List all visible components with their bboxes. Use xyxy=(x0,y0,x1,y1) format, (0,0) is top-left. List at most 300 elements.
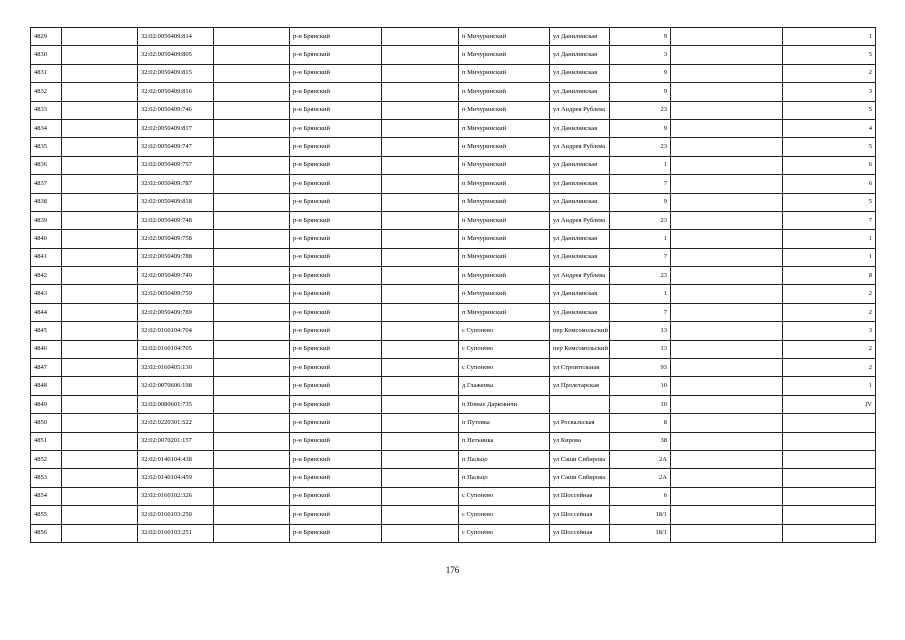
cell-district: р-н Брянский xyxy=(290,469,382,487)
cell-house: 9 xyxy=(610,119,671,137)
cell-number: 4842 xyxy=(31,267,62,285)
cell-flat: 2 xyxy=(783,359,876,377)
page-number: 176 xyxy=(445,565,460,575)
cell-empty xyxy=(214,101,290,119)
cell-flat: 5 xyxy=(783,101,876,119)
cell-empty xyxy=(62,64,138,82)
cell-cadastral-number: 32:02:0050409:817 xyxy=(138,119,214,137)
cell-locality: с Супонево xyxy=(459,506,550,524)
table-row xyxy=(31,432,876,450)
cell-empty xyxy=(62,285,138,303)
cell-empty xyxy=(214,64,290,82)
cell-empty xyxy=(382,83,459,101)
cell-locality: п Мичуринский xyxy=(459,138,550,156)
cell-empty xyxy=(382,138,459,156)
cell-locality: п Мичуринский xyxy=(459,156,550,174)
cell-empty xyxy=(62,28,138,46)
cell-street: ул Данилинская xyxy=(550,156,610,174)
cell-cadastral-number: 32:02:0050409:788 xyxy=(138,248,214,266)
cell-empty xyxy=(382,193,459,211)
cell-empty xyxy=(382,46,459,64)
cell-empty xyxy=(62,340,138,358)
cell-flat: 5 xyxy=(783,46,876,64)
cell-empty xyxy=(382,395,459,413)
cell-locality: п Пальцо xyxy=(459,469,550,487)
cell-empty xyxy=(382,469,459,487)
cell-flat xyxy=(783,469,876,487)
cell-empty xyxy=(214,432,290,450)
cell-house: 1 xyxy=(610,230,671,248)
cell-number: 4841 xyxy=(31,248,62,266)
cell-district: р-н Брянский xyxy=(290,377,382,395)
cell-number: 4840 xyxy=(31,230,62,248)
cell-empty xyxy=(671,340,783,358)
cell-empty xyxy=(382,303,459,321)
cell-empty xyxy=(671,450,783,468)
cell-street: ул Данилинская xyxy=(550,46,610,64)
cell-number: 4845 xyxy=(31,322,62,340)
cell-empty xyxy=(382,248,459,266)
cell-street: ул Данилинская xyxy=(550,28,610,46)
cell-cadastral-number: 32:02:0050409:749 xyxy=(138,267,214,285)
table-row xyxy=(31,175,876,193)
cell-empty xyxy=(214,138,290,156)
cell-cadastral-number: 32:02:0160102:326 xyxy=(138,487,214,505)
cell-number: 4848 xyxy=(31,377,62,395)
table-row xyxy=(31,211,876,229)
cell-empty xyxy=(62,83,138,101)
cell-empty xyxy=(671,101,783,119)
cell-cadastral-number: 32:02:0160104:705 xyxy=(138,340,214,358)
cell-locality: п Мичуринский xyxy=(459,285,550,303)
table-row xyxy=(31,138,876,156)
cell-house: 9 xyxy=(610,64,671,82)
cell-locality: п Путевка xyxy=(459,414,550,432)
cell-cadastral-number: 32:02:0050409:746 xyxy=(138,101,214,119)
cell-empty xyxy=(382,487,459,505)
cell-empty xyxy=(382,414,459,432)
cell-cadastral-number: 32:02:0050409:757 xyxy=(138,156,214,174)
cell-empty xyxy=(62,230,138,248)
cell-street: ул Строительная xyxy=(550,359,610,377)
cell-flat: 2 xyxy=(783,303,876,321)
cell-locality: с Супонево xyxy=(459,340,550,358)
cell-locality: п Мичуринский xyxy=(459,64,550,82)
table-row xyxy=(31,119,876,137)
table-row xyxy=(31,101,876,119)
cell-cadastral-number: 32:02:0050409:816 xyxy=(138,83,214,101)
cell-empty xyxy=(214,487,290,505)
cell-number: 4843 xyxy=(31,285,62,303)
cell-street: ул Данилинская xyxy=(550,303,610,321)
cell-empty xyxy=(382,156,459,174)
cell-street: ул Данилинская xyxy=(550,193,610,211)
cell-empty xyxy=(62,46,138,64)
cell-empty xyxy=(214,119,290,137)
cell-number: 4830 xyxy=(31,46,62,64)
cell-house: 2А xyxy=(610,450,671,468)
cell-flat: 8 xyxy=(783,267,876,285)
cell-district: р-н Брянский xyxy=(290,46,382,64)
table-row xyxy=(31,414,876,432)
cell-empty xyxy=(62,450,138,468)
cell-district: р-н Брянский xyxy=(290,487,382,505)
cell-empty xyxy=(214,230,290,248)
cell-cadastral-number: 32:02:0160104:704 xyxy=(138,322,214,340)
cell-house: 23 xyxy=(610,267,671,285)
cell-locality: п Мичуринский xyxy=(459,193,550,211)
cell-empty xyxy=(62,524,138,542)
cell-district: р-н Брянский xyxy=(290,193,382,211)
cell-empty xyxy=(671,138,783,156)
cell-number: 4851 xyxy=(31,432,62,450)
cell-house: 18/1 xyxy=(610,524,671,542)
cell-locality: п Мичуринский xyxy=(459,175,550,193)
cell-district: р-н Брянский xyxy=(290,450,382,468)
cell-empty xyxy=(671,395,783,413)
cell-flat: 1 xyxy=(783,230,876,248)
table-row xyxy=(31,469,876,487)
cell-locality: п Мичуринский xyxy=(459,267,550,285)
cell-cadastral-number: 32:02:0160103:250 xyxy=(138,506,214,524)
cell-empty xyxy=(671,119,783,137)
cell-flat xyxy=(783,524,876,542)
cell-flat: 7 xyxy=(783,211,876,229)
cell-street: ул Данилинская xyxy=(550,119,610,137)
cell-street: ул Шоссейная xyxy=(550,487,610,505)
table-row xyxy=(31,322,876,340)
cell-district: р-н Брянский xyxy=(290,138,382,156)
cell-locality: п Мичуринский xyxy=(459,101,550,119)
cell-empty xyxy=(671,230,783,248)
cell-empty xyxy=(214,156,290,174)
cell-empty xyxy=(671,524,783,542)
cell-empty xyxy=(382,359,459,377)
cell-cadastral-number: 32:02:0050409:787 xyxy=(138,175,214,193)
cell-empty xyxy=(62,303,138,321)
cell-street: ул Данилинская xyxy=(550,230,610,248)
cell-empty xyxy=(62,101,138,119)
cell-empty xyxy=(62,248,138,266)
cell-empty xyxy=(382,432,459,450)
cell-cadastral-number: 32:02:0050409:748 xyxy=(138,211,214,229)
cell-number: 4829 xyxy=(31,28,62,46)
table-row xyxy=(31,506,876,524)
cell-street xyxy=(550,395,610,413)
cell-empty xyxy=(214,450,290,468)
cell-house: 9 xyxy=(610,28,671,46)
table-body xyxy=(31,28,876,543)
cell-empty xyxy=(382,230,459,248)
cell-house: 13 xyxy=(610,340,671,358)
cell-number: 4852 xyxy=(31,450,62,468)
cell-house: 9 xyxy=(610,193,671,211)
table-row xyxy=(31,267,876,285)
cell-empty xyxy=(382,28,459,46)
cell-empty xyxy=(62,377,138,395)
cell-locality: д Глаженка xyxy=(459,377,550,395)
cell-number: 4835 xyxy=(31,138,62,156)
table-row xyxy=(31,156,876,174)
cell-locality: п Мичуринский xyxy=(459,211,550,229)
cell-street: ул Андрея Рублева xyxy=(550,267,610,285)
cell-empty xyxy=(214,377,290,395)
table-row xyxy=(31,377,876,395)
cell-empty xyxy=(671,322,783,340)
cell-flat xyxy=(783,487,876,505)
cell-cadastral-number: 32:02:0220301:522 xyxy=(138,414,214,432)
cell-house: 10 xyxy=(610,377,671,395)
cell-empty xyxy=(214,469,290,487)
cell-flat: 2 xyxy=(783,64,876,82)
cell-empty xyxy=(214,193,290,211)
cell-house: 38 xyxy=(610,432,671,450)
cell-locality: п Мичуринский xyxy=(459,46,550,64)
cell-empty xyxy=(62,469,138,487)
cell-district: р-н Брянский xyxy=(290,119,382,137)
cell-street: ул Андрея Рублева xyxy=(550,211,610,229)
cell-number: 4834 xyxy=(31,119,62,137)
cell-cadastral-number: 32:02:0070606:198 xyxy=(138,377,214,395)
cell-number: 4832 xyxy=(31,83,62,101)
cell-district: р-н Брянский xyxy=(290,340,382,358)
cell-locality: п Мичуринский xyxy=(459,28,550,46)
cell-house: 1 xyxy=(610,285,671,303)
cell-empty xyxy=(62,506,138,524)
cell-empty xyxy=(62,414,138,432)
cell-street: ул Андрея Рублева xyxy=(550,101,610,119)
cell-empty xyxy=(382,211,459,229)
table-row xyxy=(31,46,876,64)
cell-number: 4853 xyxy=(31,469,62,487)
cell-empty xyxy=(382,175,459,193)
table-row xyxy=(31,359,876,377)
cell-district: р-н Брянский xyxy=(290,414,382,432)
table-row xyxy=(31,193,876,211)
table-row xyxy=(31,230,876,248)
cell-cadastral-number: 32:02:0050409:759 xyxy=(138,285,214,303)
cell-number: 4846 xyxy=(31,340,62,358)
cell-street: ул Данилинская xyxy=(550,83,610,101)
cell-district: р-н Брянский xyxy=(290,230,382,248)
cell-district: р-н Брянский xyxy=(290,101,382,119)
cell-empty xyxy=(62,156,138,174)
cell-locality: п Нетьинка xyxy=(459,432,550,450)
cell-house: 1 xyxy=(610,156,671,174)
cell-house: 18/1 xyxy=(610,506,671,524)
cell-number: 4855 xyxy=(31,506,62,524)
table-row xyxy=(31,303,876,321)
cell-empty xyxy=(214,303,290,321)
cell-flat: 5 xyxy=(783,138,876,156)
cell-flat: 3 xyxy=(783,322,876,340)
cell-empty xyxy=(382,64,459,82)
cell-flat: IV xyxy=(783,395,876,413)
cell-street: ул Данилинская xyxy=(550,248,610,266)
cell-district: р-н Брянский xyxy=(290,64,382,82)
cell-empty xyxy=(214,340,290,358)
cell-district: р-н Брянский xyxy=(290,267,382,285)
cell-house: 7 xyxy=(610,248,671,266)
cell-empty xyxy=(214,395,290,413)
cell-empty xyxy=(671,487,783,505)
cell-house: 93 xyxy=(610,359,671,377)
cell-cadastral-number: 32:02:0140104:438 xyxy=(138,450,214,468)
cell-empty xyxy=(214,322,290,340)
cell-empty xyxy=(382,101,459,119)
cell-empty xyxy=(214,248,290,266)
cell-empty xyxy=(382,285,459,303)
cell-district: р-н Брянский xyxy=(290,28,382,46)
cell-number: 4844 xyxy=(31,303,62,321)
cell-house: 3 xyxy=(610,46,671,64)
cell-district: р-н Брянский xyxy=(290,524,382,542)
cell-number: 4837 xyxy=(31,175,62,193)
cell-flat xyxy=(783,414,876,432)
cell-empty xyxy=(214,83,290,101)
cell-house: 2А xyxy=(610,469,671,487)
cell-locality: п Пальцо xyxy=(459,450,550,468)
cell-locality: п Мичуринский xyxy=(459,83,550,101)
cell-empty xyxy=(382,524,459,542)
cell-empty xyxy=(671,506,783,524)
table-row xyxy=(31,83,876,101)
cell-district: р-н Брянский xyxy=(290,156,382,174)
cell-empty xyxy=(382,506,459,524)
table-row xyxy=(31,450,876,468)
cell-district: р-н Брянский xyxy=(290,395,382,413)
cell-locality: п Новые Дарковичи xyxy=(459,395,550,413)
cell-street: пер Комсомольский xyxy=(550,322,610,340)
cell-empty xyxy=(62,211,138,229)
cell-flat xyxy=(783,450,876,468)
cell-district: р-н Брянский xyxy=(290,285,382,303)
cell-empty xyxy=(671,28,783,46)
cell-empty xyxy=(214,524,290,542)
cell-empty xyxy=(671,211,783,229)
cell-locality: п Мичуринский xyxy=(459,248,550,266)
cell-empty xyxy=(62,138,138,156)
cell-cadastral-number: 32:02:0050409:815 xyxy=(138,64,214,82)
cell-number: 4850 xyxy=(31,414,62,432)
cell-house: 10 xyxy=(610,395,671,413)
cell-cadastral-number: 32:02:0160103:251 xyxy=(138,524,214,542)
cell-empty xyxy=(671,432,783,450)
cell-flat: 2 xyxy=(783,285,876,303)
table-row xyxy=(31,395,876,413)
cell-number: 4856 xyxy=(31,524,62,542)
cell-street: ул Шоссейная xyxy=(550,506,610,524)
cell-house: 6 xyxy=(610,487,671,505)
cell-number: 4854 xyxy=(31,487,62,505)
cell-empty xyxy=(382,340,459,358)
cell-empty xyxy=(382,119,459,137)
cell-empty xyxy=(62,487,138,505)
cell-house: 23 xyxy=(610,211,671,229)
registry-table xyxy=(30,27,876,543)
cell-number: 4839 xyxy=(31,211,62,229)
cell-flat: 6 xyxy=(783,175,876,193)
cell-empty xyxy=(671,359,783,377)
cell-number: 4838 xyxy=(31,193,62,211)
cell-locality: с Супонево xyxy=(459,524,550,542)
cell-district: р-н Брянский xyxy=(290,359,382,377)
cell-flat: 1 xyxy=(783,248,876,266)
cell-street: ул Шоссейная xyxy=(550,524,610,542)
cell-empty xyxy=(214,267,290,285)
cell-empty xyxy=(382,377,459,395)
cell-street: ул Росвальская xyxy=(550,414,610,432)
cell-flat xyxy=(783,432,876,450)
cell-flat: 3 xyxy=(783,83,876,101)
cell-street: ул Саши Сибирова xyxy=(550,450,610,468)
cell-cadastral-number: 32:02:0160405:130 xyxy=(138,359,214,377)
cell-empty xyxy=(62,267,138,285)
cell-number: 4831 xyxy=(31,64,62,82)
cell-empty xyxy=(671,64,783,82)
cell-cadastral-number: 32:02:0050409:814 xyxy=(138,28,214,46)
cell-empty xyxy=(214,175,290,193)
table-row xyxy=(31,64,876,82)
cell-house: 23 xyxy=(610,138,671,156)
cell-empty xyxy=(671,193,783,211)
cell-locality: п Мичуринский xyxy=(459,303,550,321)
cell-number: 4836 xyxy=(31,156,62,174)
cell-empty xyxy=(671,267,783,285)
cell-empty xyxy=(214,211,290,229)
cell-empty xyxy=(671,414,783,432)
cell-empty xyxy=(214,28,290,46)
cell-empty xyxy=(382,450,459,468)
cell-locality: п Мичуринский xyxy=(459,119,550,137)
cell-cadastral-number: 32:02:0050409:818 xyxy=(138,193,214,211)
cell-empty xyxy=(382,267,459,285)
cell-house: 7 xyxy=(610,303,671,321)
cell-cadastral-number: 32:02:0140104:459 xyxy=(138,469,214,487)
cell-empty xyxy=(62,432,138,450)
table-row xyxy=(31,340,876,358)
cell-empty xyxy=(214,285,290,303)
cell-empty xyxy=(214,414,290,432)
cell-empty xyxy=(62,119,138,137)
cell-street: ул Данилинская xyxy=(550,285,610,303)
cell-empty xyxy=(671,285,783,303)
cell-street: ул Саши Сибирова xyxy=(550,469,610,487)
cell-empty xyxy=(382,322,459,340)
cell-flat xyxy=(783,506,876,524)
cell-cadastral-number: 32:02:0080601:735 xyxy=(138,395,214,413)
cell-flat: 1 xyxy=(783,28,876,46)
cell-flat: 6 xyxy=(783,156,876,174)
cell-empty xyxy=(214,506,290,524)
cell-house: 9 xyxy=(610,83,671,101)
cell-flat: 1 xyxy=(783,377,876,395)
cell-locality: п Мичуринский xyxy=(459,230,550,248)
cell-empty xyxy=(671,303,783,321)
table-row xyxy=(31,285,876,303)
cell-district: р-н Брянский xyxy=(290,506,382,524)
cell-empty xyxy=(671,469,783,487)
cell-flat: 5 xyxy=(783,193,876,211)
cell-street: ул Андрея Рублева xyxy=(550,138,610,156)
cell-empty xyxy=(62,395,138,413)
table-row xyxy=(31,487,876,505)
cell-street: ул Данилинская xyxy=(550,64,610,82)
cell-flat: 4 xyxy=(783,119,876,137)
cell-house: 23 xyxy=(610,101,671,119)
cell-locality: с Супонево xyxy=(459,322,550,340)
cell-cadastral-number: 32:02:0050409:789 xyxy=(138,303,214,321)
